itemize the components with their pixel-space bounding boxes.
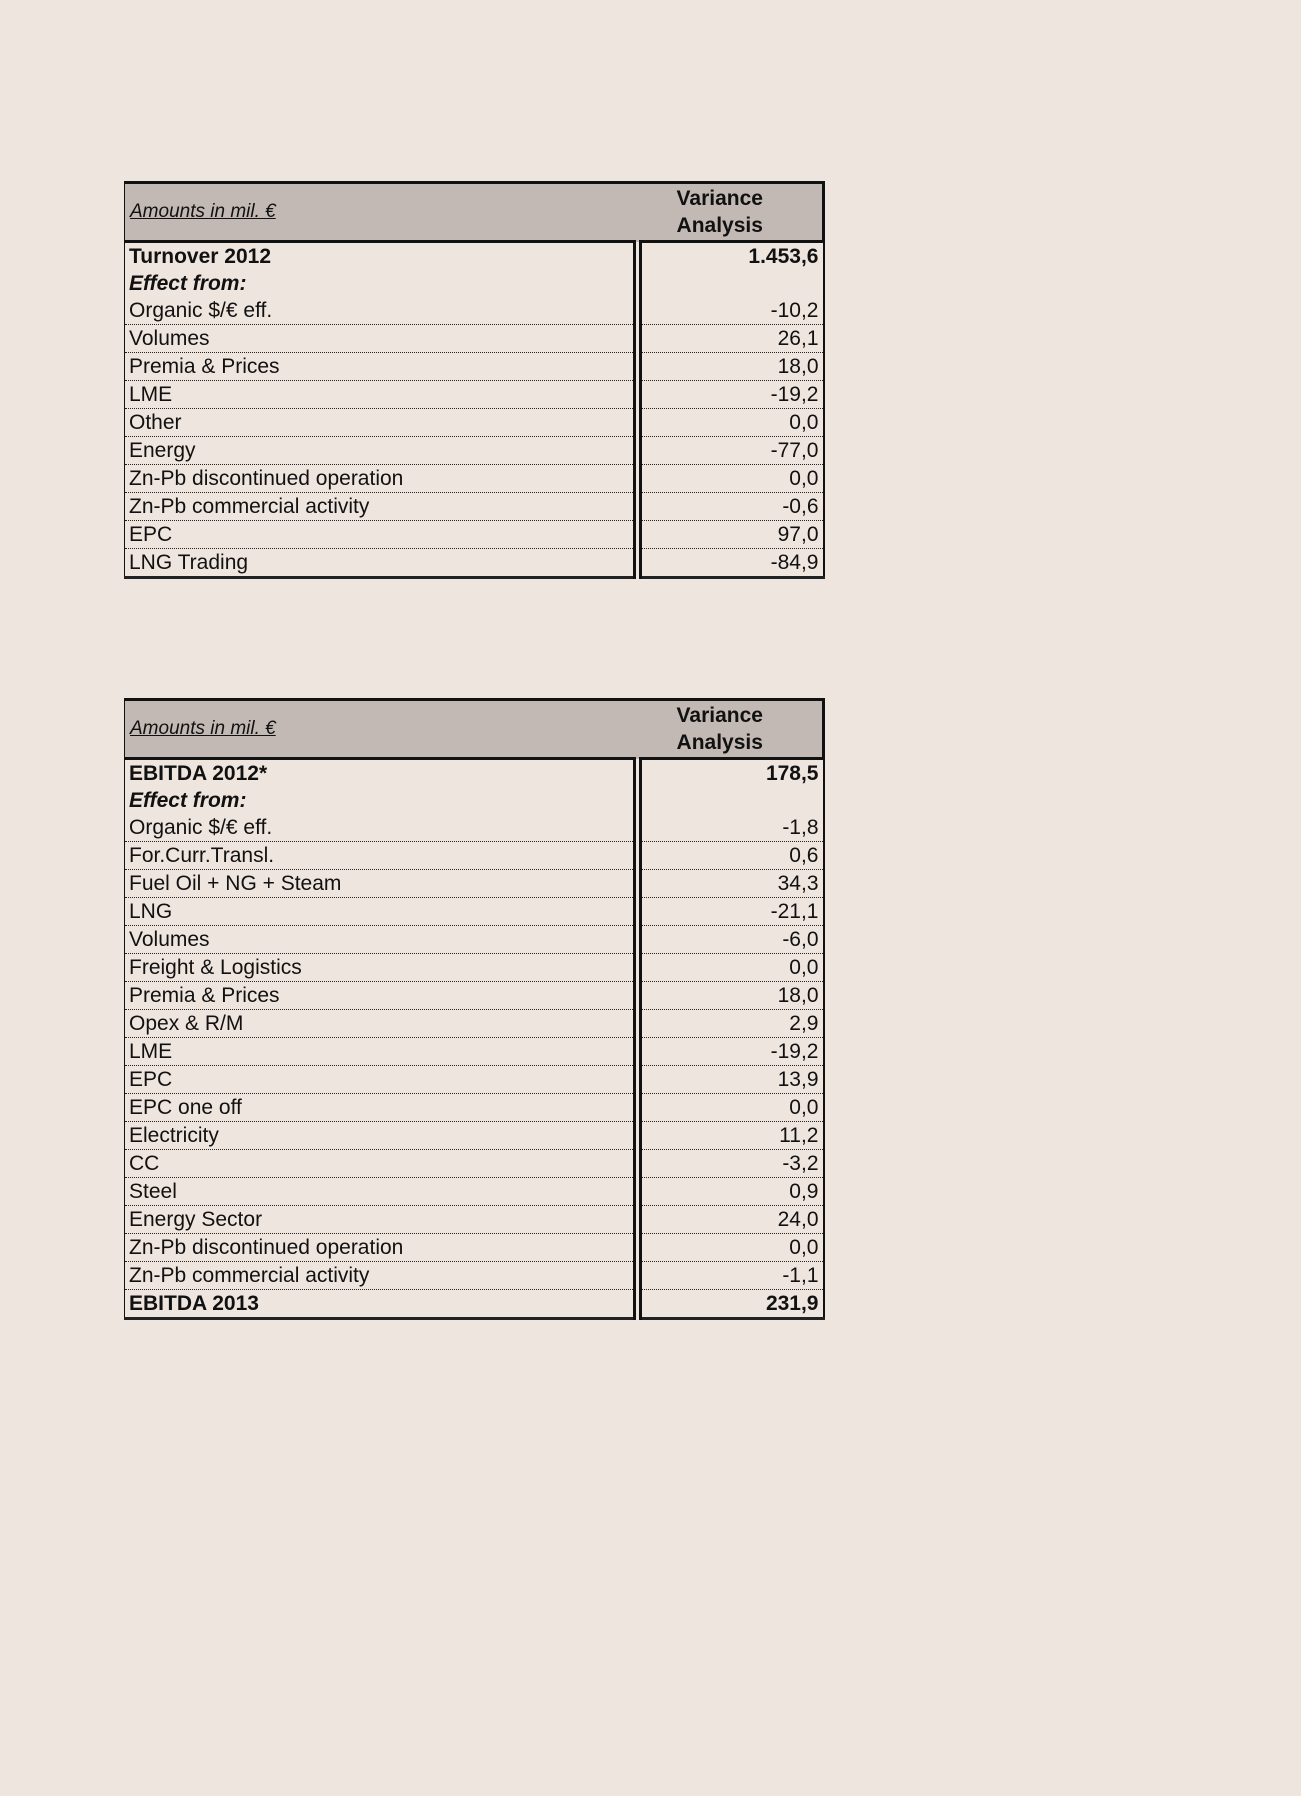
row-label: Steel <box>125 1178 638 1206</box>
table-row <box>125 409 824 437</box>
row-label: EBITDA 2012* <box>125 759 638 788</box>
row-label: LME <box>125 1038 638 1066</box>
row-value: 26,1 <box>638 325 824 353</box>
row-value: 231,9 <box>638 1290 824 1319</box>
row-value <box>638 270 824 297</box>
row-value: 0,0 <box>638 409 824 437</box>
row-value: 18,0 <box>638 353 824 381</box>
turnover-table-body <box>125 242 824 578</box>
row-value: 178,5 <box>638 759 824 788</box>
row-value: -84,9 <box>638 549 824 578</box>
variance-analysis-header <box>638 700 824 759</box>
row-label: Volumes <box>125 926 638 954</box>
table-row <box>125 1178 824 1206</box>
variance-header-line1: Variance <box>676 704 763 727</box>
table-row <box>125 1010 824 1038</box>
row-label: Fuel Oil + NG + Steam <box>125 870 638 898</box>
row-value: -10,2 <box>638 297 824 325</box>
row-label: EBITDA 2013 <box>125 1290 638 1319</box>
table-row <box>125 759 824 788</box>
row-label: Electricity <box>125 1122 638 1150</box>
row-label: Organic $/€ eff. <box>125 297 638 325</box>
row-value: 0,0 <box>638 465 824 493</box>
table-row <box>125 1262 824 1290</box>
row-label: Volumes <box>125 325 638 353</box>
row-value: 18,0 <box>638 982 824 1010</box>
row-label: Zn-Pb commercial activity <box>125 493 638 521</box>
row-label: For.Curr.Transl. <box>125 842 638 870</box>
table-row <box>125 437 824 465</box>
variance-header-line1: Variance <box>676 187 763 210</box>
table-row <box>125 353 824 381</box>
row-label: Premia & Prices <box>125 982 638 1010</box>
row-value: 1.453,6 <box>638 242 824 271</box>
table-row <box>125 1038 824 1066</box>
row-value: -19,2 <box>638 1038 824 1066</box>
table-row <box>125 297 824 325</box>
row-value: -19,2 <box>638 381 824 409</box>
row-value: 2,9 <box>638 1010 824 1038</box>
row-value: -21,1 <box>638 898 824 926</box>
row-label: Turnover 2012 <box>125 242 638 271</box>
table-row <box>125 814 824 842</box>
row-label: EPC <box>125 521 638 549</box>
row-value <box>638 787 824 814</box>
table-row <box>125 549 824 578</box>
table-row <box>125 1234 824 1262</box>
table-row <box>125 381 824 409</box>
row-label: Zn-Pb commercial activity <box>125 1262 638 1290</box>
turnover-variance-table <box>124 181 825 579</box>
table-row <box>125 1066 824 1094</box>
row-value: 0,0 <box>638 1234 824 1262</box>
row-value: 24,0 <box>638 1206 824 1234</box>
table-row <box>125 493 824 521</box>
row-label: Premia & Prices <box>125 353 638 381</box>
table-row <box>125 898 824 926</box>
row-label: Zn-Pb discontinued operation <box>125 1234 638 1262</box>
row-value: 97,0 <box>638 521 824 549</box>
row-value: 0,0 <box>638 1094 824 1122</box>
row-label: EPC one off <box>125 1094 638 1122</box>
amounts-unit-label: Amounts in mil. € <box>125 700 638 759</box>
row-value: -1,8 <box>638 814 824 842</box>
table-row <box>125 521 824 549</box>
table-header-row <box>125 183 824 242</box>
amounts-unit-label: Amounts in mil. € <box>125 183 638 242</box>
row-label: Effect from: <box>125 787 638 814</box>
row-label: Other <box>125 409 638 437</box>
row-value: 34,3 <box>638 870 824 898</box>
row-label: CC <box>125 1150 638 1178</box>
table-row <box>125 842 824 870</box>
variance-header-line2: Analysis <box>676 214 763 237</box>
table-row <box>125 1150 824 1178</box>
ebitda-table-body <box>125 759 824 1319</box>
row-value: -77,0 <box>638 437 824 465</box>
table-row <box>125 1290 824 1319</box>
row-label: LME <box>125 381 638 409</box>
row-value: -6,0 <box>638 926 824 954</box>
table-row <box>125 787 824 814</box>
table-row <box>125 926 824 954</box>
row-value: -3,2 <box>638 1150 824 1178</box>
row-label: LNG Trading <box>125 549 638 578</box>
row-label: Zn-Pb discontinued operation <box>125 465 638 493</box>
ebitda-variance-table <box>124 698 825 1320</box>
row-value: 0,6 <box>638 842 824 870</box>
row-label: Opex & R/M <box>125 1010 638 1038</box>
table-row <box>125 1122 824 1150</box>
row-label: Energy <box>125 437 638 465</box>
row-label: LNG <box>125 898 638 926</box>
table-row <box>125 982 824 1010</box>
table-row <box>125 1094 824 1122</box>
row-value: 11,2 <box>638 1122 824 1150</box>
table-row <box>125 465 824 493</box>
table-row <box>125 242 824 271</box>
variance-header-line2: Analysis <box>676 731 763 754</box>
row-value: 0,0 <box>638 954 824 982</box>
row-value: -0,6 <box>638 493 824 521</box>
row-label: EPC <box>125 1066 638 1094</box>
variance-analysis-header <box>638 183 824 242</box>
row-label: Effect from: <box>125 270 638 297</box>
table-row <box>125 870 824 898</box>
table-row <box>125 1206 824 1234</box>
row-label: Organic $/€ eff. <box>125 814 638 842</box>
row-value: 0,9 <box>638 1178 824 1206</box>
table-header-row <box>125 700 824 759</box>
row-value: -1,1 <box>638 1262 824 1290</box>
row-value: 13,9 <box>638 1066 824 1094</box>
row-label: Energy Sector <box>125 1206 638 1234</box>
table-row <box>125 954 824 982</box>
table-row <box>125 325 824 353</box>
row-label: Freight & Logistics <box>125 954 638 982</box>
table-row <box>125 270 824 297</box>
